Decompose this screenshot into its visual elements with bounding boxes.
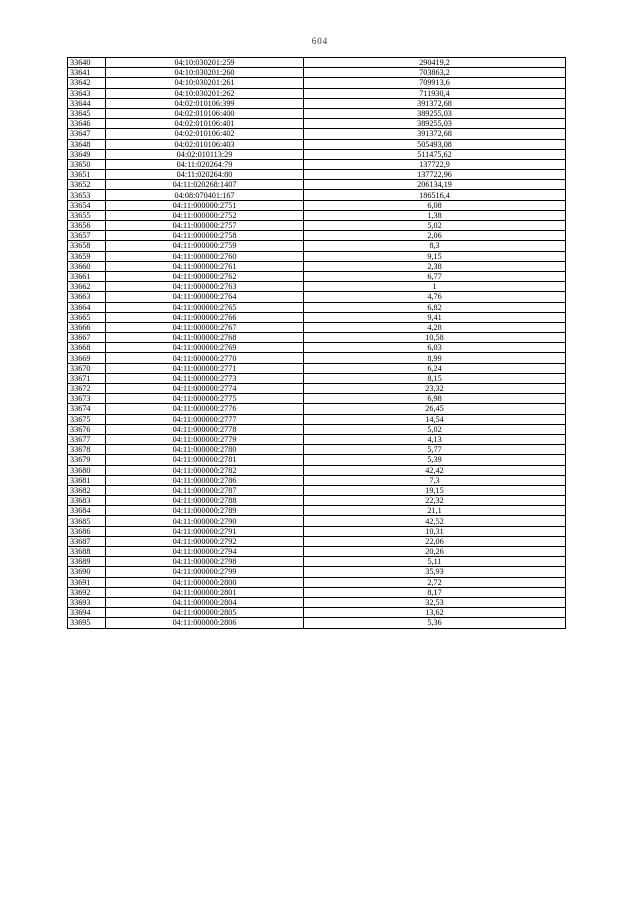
cadastral-number-cell: 04:11:000000:2762 xyxy=(106,271,304,281)
registry-table-body xyxy=(68,58,566,629)
row-number-cell: 33658 xyxy=(68,241,106,251)
cadastral-number-cell: 04:10:030201:261 xyxy=(106,78,304,88)
table-row xyxy=(68,587,566,597)
row-number-cell: 33661 xyxy=(68,271,106,281)
table-row xyxy=(68,414,566,424)
row-number-cell: 33652 xyxy=(68,180,106,190)
cadastral-number-cell: 04:02:010106:401 xyxy=(106,119,304,129)
table-row xyxy=(68,322,566,332)
row-number-cell: 33695 xyxy=(68,618,106,628)
row-number-cell: 33689 xyxy=(68,557,106,567)
value-cell: 2,72 xyxy=(304,577,566,587)
table-row xyxy=(68,139,566,149)
cadastral-number-cell: 04:08:070401:167 xyxy=(106,190,304,200)
value-cell: 42,42 xyxy=(304,465,566,475)
row-number-cell: 33674 xyxy=(68,404,106,414)
row-number-cell: 33646 xyxy=(68,119,106,129)
table-row xyxy=(68,149,566,159)
table-row xyxy=(68,221,566,231)
value-cell: 711930,4 xyxy=(304,88,566,98)
page-number: 604 xyxy=(311,36,329,46)
value-cell: 6,77 xyxy=(304,271,566,281)
row-number-cell: 33644 xyxy=(68,98,106,108)
row-number-cell: 33663 xyxy=(68,292,106,302)
cadastral-number-cell: 04:11:000000:2761 xyxy=(106,261,304,271)
table-row xyxy=(68,231,566,241)
cadastral-number-cell: 04:11:000000:2801 xyxy=(106,587,304,597)
table-row xyxy=(68,302,566,312)
table-row xyxy=(68,516,566,526)
row-number-cell: 33685 xyxy=(68,516,106,526)
value-cell: 505493,08 xyxy=(304,139,566,149)
cadastral-number-cell: 04:11:000000:2768 xyxy=(106,333,304,343)
table-row xyxy=(68,496,566,506)
table-row xyxy=(68,557,566,567)
table-row xyxy=(68,526,566,536)
value-cell: 8,99 xyxy=(304,353,566,363)
cadastral-number-cell: 04:11:020268:1407 xyxy=(106,180,304,190)
row-number-cell: 33641 xyxy=(68,68,106,78)
cadastral-number-cell: 04:11:000000:2780 xyxy=(106,445,304,455)
table-row xyxy=(68,78,566,88)
cadastral-number-cell: 04:02:010106:400 xyxy=(106,108,304,118)
value-cell: 1,38 xyxy=(304,210,566,220)
table-row xyxy=(68,597,566,607)
value-cell: 137722,96 xyxy=(304,170,566,180)
row-number-cell: 33668 xyxy=(68,343,106,353)
row-number-cell: 33679 xyxy=(68,455,106,465)
row-number-cell: 33671 xyxy=(68,373,106,383)
table-row xyxy=(68,353,566,363)
value-cell: 389255,03 xyxy=(304,108,566,118)
row-number-cell: 33653 xyxy=(68,190,106,200)
cadastral-number-cell: 04:11:000000:2767 xyxy=(106,322,304,332)
cadastral-number-cell: 04:11:000000:2806 xyxy=(106,618,304,628)
table-row xyxy=(68,261,566,271)
cadastral-number-cell: 04:11:000000:2792 xyxy=(106,536,304,546)
value-cell: 32,53 xyxy=(304,597,566,607)
table-row xyxy=(68,129,566,139)
table-row xyxy=(68,292,566,302)
cadastral-number-cell: 04:11:000000:2771 xyxy=(106,363,304,373)
value-cell: 23,32 xyxy=(304,384,566,394)
cadastral-number-cell: 04:11:000000:2781 xyxy=(106,455,304,465)
cadastral-number-cell: 04:11:000000:2774 xyxy=(106,384,304,394)
value-cell: 9,41 xyxy=(304,312,566,322)
value-cell: 186516,4 xyxy=(304,190,566,200)
registry-table xyxy=(67,57,566,629)
value-cell: 8,17 xyxy=(304,587,566,597)
row-number-cell: 33659 xyxy=(68,251,106,261)
value-cell: 206134,19 xyxy=(304,180,566,190)
cadastral-number-cell: 04:11:000000:2770 xyxy=(106,353,304,363)
table-row xyxy=(68,567,566,577)
cadastral-number-cell: 04:11:000000:2760 xyxy=(106,251,304,261)
value-cell: 26,45 xyxy=(304,404,566,414)
table-row xyxy=(68,577,566,587)
cadastral-number-cell: 04:11:000000:2764 xyxy=(106,292,304,302)
row-number-cell: 33640 xyxy=(68,58,106,68)
value-cell: 10,31 xyxy=(304,526,566,536)
value-cell: 703863,2 xyxy=(304,68,566,78)
table-row xyxy=(68,312,566,322)
table-row xyxy=(68,445,566,455)
cadastral-number-cell: 04:11:000000:2779 xyxy=(106,434,304,444)
row-number-cell: 33688 xyxy=(68,547,106,557)
value-cell: 7,3 xyxy=(304,475,566,485)
table-row xyxy=(68,282,566,292)
value-cell: 5,11 xyxy=(304,557,566,567)
row-number-cell: 33666 xyxy=(68,322,106,332)
value-cell: 14,54 xyxy=(304,414,566,424)
table-row xyxy=(68,170,566,180)
row-number-cell: 33648 xyxy=(68,139,106,149)
table-row xyxy=(68,618,566,628)
row-number-cell: 33656 xyxy=(68,221,106,231)
row-number-cell: 33669 xyxy=(68,353,106,363)
table-row xyxy=(68,384,566,394)
table-row xyxy=(68,485,566,495)
table-row xyxy=(68,210,566,220)
table-row xyxy=(68,88,566,98)
value-cell: 5,39 xyxy=(304,455,566,465)
row-number-cell: 33664 xyxy=(68,302,106,312)
row-number-cell: 33694 xyxy=(68,608,106,618)
cadastral-number-cell: 04:11:000000:2788 xyxy=(106,496,304,506)
row-number-cell: 33651 xyxy=(68,170,106,180)
table-row xyxy=(68,394,566,404)
value-cell: 4,76 xyxy=(304,292,566,302)
table-row xyxy=(68,190,566,200)
table-row xyxy=(68,68,566,78)
value-cell: 2,06 xyxy=(304,231,566,241)
row-number-cell: 33643 xyxy=(68,88,106,98)
table-row xyxy=(68,455,566,465)
value-cell: 511475,62 xyxy=(304,149,566,159)
row-number-cell: 33673 xyxy=(68,394,106,404)
cadastral-number-cell: 04:11:000000:2776 xyxy=(106,404,304,414)
value-cell: 22,06 xyxy=(304,536,566,546)
cadastral-number-cell: 04:11:000000:2763 xyxy=(106,282,304,292)
table-row xyxy=(68,536,566,546)
cadastral-number-cell: 04:11:000000:2751 xyxy=(106,200,304,210)
table-row xyxy=(68,180,566,190)
cadastral-number-cell: 04:11:000000:2758 xyxy=(106,231,304,241)
row-number-cell: 33654 xyxy=(68,200,106,210)
table-row xyxy=(68,465,566,475)
cadastral-number-cell: 04:11:000000:2766 xyxy=(106,312,304,322)
value-cell: 5,02 xyxy=(304,221,566,231)
row-number-cell: 33647 xyxy=(68,129,106,139)
row-number-cell: 33691 xyxy=(68,577,106,587)
value-cell: 10,58 xyxy=(304,333,566,343)
row-number-cell: 33693 xyxy=(68,597,106,607)
cadastral-number-cell: 04:11:020264:80 xyxy=(106,170,304,180)
row-number-cell: 33657 xyxy=(68,231,106,241)
value-cell: 5,36 xyxy=(304,618,566,628)
value-cell: 6,82 xyxy=(304,302,566,312)
value-cell: 8,15 xyxy=(304,373,566,383)
row-number-cell: 33690 xyxy=(68,567,106,577)
value-cell: 8,3 xyxy=(304,241,566,251)
row-number-cell: 33645 xyxy=(68,108,106,118)
value-cell: 391372,68 xyxy=(304,98,566,108)
row-number-cell: 33684 xyxy=(68,506,106,516)
cadastral-number-cell: 04:11:000000:2798 xyxy=(106,557,304,567)
value-cell: 22,32 xyxy=(304,496,566,506)
row-number-cell: 33692 xyxy=(68,587,106,597)
value-cell: 137722,9 xyxy=(304,159,566,169)
table-row xyxy=(68,119,566,129)
value-cell: 2,38 xyxy=(304,261,566,271)
row-number-cell: 33642 xyxy=(68,78,106,88)
cadastral-number-cell: 04:02:010113:29 xyxy=(106,149,304,159)
cadastral-number-cell: 04:11:000000:2773 xyxy=(106,373,304,383)
cadastral-number-cell: 04:11:020264:79 xyxy=(106,159,304,169)
row-number-cell: 33680 xyxy=(68,465,106,475)
row-number-cell: 33677 xyxy=(68,434,106,444)
value-cell: 9,15 xyxy=(304,251,566,261)
cadastral-number-cell: 04:11:000000:2765 xyxy=(106,302,304,312)
cadastral-number-cell: 04:11:000000:2769 xyxy=(106,343,304,353)
cadastral-number-cell: 04:10:030201:260 xyxy=(106,68,304,78)
row-number-cell: 33686 xyxy=(68,526,106,536)
cadastral-number-cell: 04:10:030201:259 xyxy=(106,58,304,68)
table-row xyxy=(68,251,566,261)
table-row xyxy=(68,159,566,169)
value-cell: 4,28 xyxy=(304,322,566,332)
value-cell: 709913,6 xyxy=(304,78,566,88)
value-cell: 20,26 xyxy=(304,547,566,557)
table-row xyxy=(68,475,566,485)
table-row xyxy=(68,98,566,108)
cadastral-number-cell: 04:11:000000:2805 xyxy=(106,608,304,618)
row-number-cell: 33670 xyxy=(68,363,106,373)
value-cell: 6,03 xyxy=(304,343,566,353)
cadastral-number-cell: 04:11:000000:2777 xyxy=(106,414,304,424)
row-number-cell: 33678 xyxy=(68,445,106,455)
row-number-cell: 33665 xyxy=(68,312,106,322)
row-number-cell: 33683 xyxy=(68,496,106,506)
cadastral-number-cell: 04:11:000000:2778 xyxy=(106,424,304,434)
cadastral-number-cell: 04:11:000000:2800 xyxy=(106,577,304,587)
table-row xyxy=(68,424,566,434)
cadastral-number-cell: 04:11:000000:2786 xyxy=(106,475,304,485)
value-cell: 13,62 xyxy=(304,608,566,618)
table-row xyxy=(68,271,566,281)
cadastral-number-cell: 04:02:010106:403 xyxy=(106,139,304,149)
row-number-cell: 33650 xyxy=(68,159,106,169)
value-cell: 5,02 xyxy=(304,424,566,434)
table-row xyxy=(68,241,566,251)
row-number-cell: 33655 xyxy=(68,210,106,220)
row-number-cell: 33672 xyxy=(68,384,106,394)
value-cell: 19,15 xyxy=(304,485,566,495)
cadastral-number-cell: 04:11:000000:2789 xyxy=(106,506,304,516)
value-cell: 391372,68 xyxy=(304,129,566,139)
value-cell: 42,52 xyxy=(304,516,566,526)
value-cell: 1 xyxy=(304,282,566,292)
row-number-cell: 33662 xyxy=(68,282,106,292)
row-number-cell: 33681 xyxy=(68,475,106,485)
table-row xyxy=(68,58,566,68)
cadastral-number-cell: 04:11:000000:2759 xyxy=(106,241,304,251)
table-row xyxy=(68,333,566,343)
cadastral-number-cell: 04:11:000000:2782 xyxy=(106,465,304,475)
value-cell: 6,98 xyxy=(304,394,566,404)
value-cell: 389255,03 xyxy=(304,119,566,129)
cadastral-number-cell: 04:11:000000:2791 xyxy=(106,526,304,536)
value-cell: 290419,2 xyxy=(304,58,566,68)
cadastral-number-cell: 04:11:000000:2794 xyxy=(106,547,304,557)
table-row xyxy=(68,108,566,118)
table-row xyxy=(68,434,566,444)
table-row xyxy=(68,373,566,383)
table-row xyxy=(68,363,566,373)
cadastral-number-cell: 04:11:000000:2757 xyxy=(106,221,304,231)
cadastral-number-cell: 04:02:010106:399 xyxy=(106,98,304,108)
row-number-cell: 33676 xyxy=(68,424,106,434)
cadastral-number-cell: 04:02:010106:402 xyxy=(106,129,304,139)
row-number-cell: 33675 xyxy=(68,414,106,424)
value-cell: 6,24 xyxy=(304,363,566,373)
cadastral-number-cell: 04:11:000000:2787 xyxy=(106,485,304,495)
row-number-cell: 33660 xyxy=(68,261,106,271)
table-row xyxy=(68,200,566,210)
row-number-cell: 33682 xyxy=(68,485,106,495)
value-cell: 35,93 xyxy=(304,567,566,577)
value-cell: 6,08 xyxy=(304,200,566,210)
value-cell: 4,13 xyxy=(304,434,566,444)
cadastral-number-cell: 04:11:000000:2790 xyxy=(106,516,304,526)
row-number-cell: 33667 xyxy=(68,333,106,343)
cadastral-number-cell: 04:11:000000:2804 xyxy=(106,597,304,607)
value-cell: 5,77 xyxy=(304,445,566,455)
table-row xyxy=(68,608,566,618)
table-row xyxy=(68,547,566,557)
value-cell: 21,1 xyxy=(304,506,566,516)
table-row xyxy=(68,343,566,353)
row-number-cell: 33649 xyxy=(68,149,106,159)
cadastral-number-cell: 04:11:000000:2775 xyxy=(106,394,304,404)
cadastral-number-cell: 04:10:030201:262 xyxy=(106,88,304,98)
cadastral-number-cell: 04:11:000000:2752 xyxy=(106,210,304,220)
row-number-cell: 33687 xyxy=(68,536,106,546)
cadastral-number-cell: 04:11:000000:2799 xyxy=(106,567,304,577)
table-row xyxy=(68,404,566,414)
table-row xyxy=(68,506,566,516)
